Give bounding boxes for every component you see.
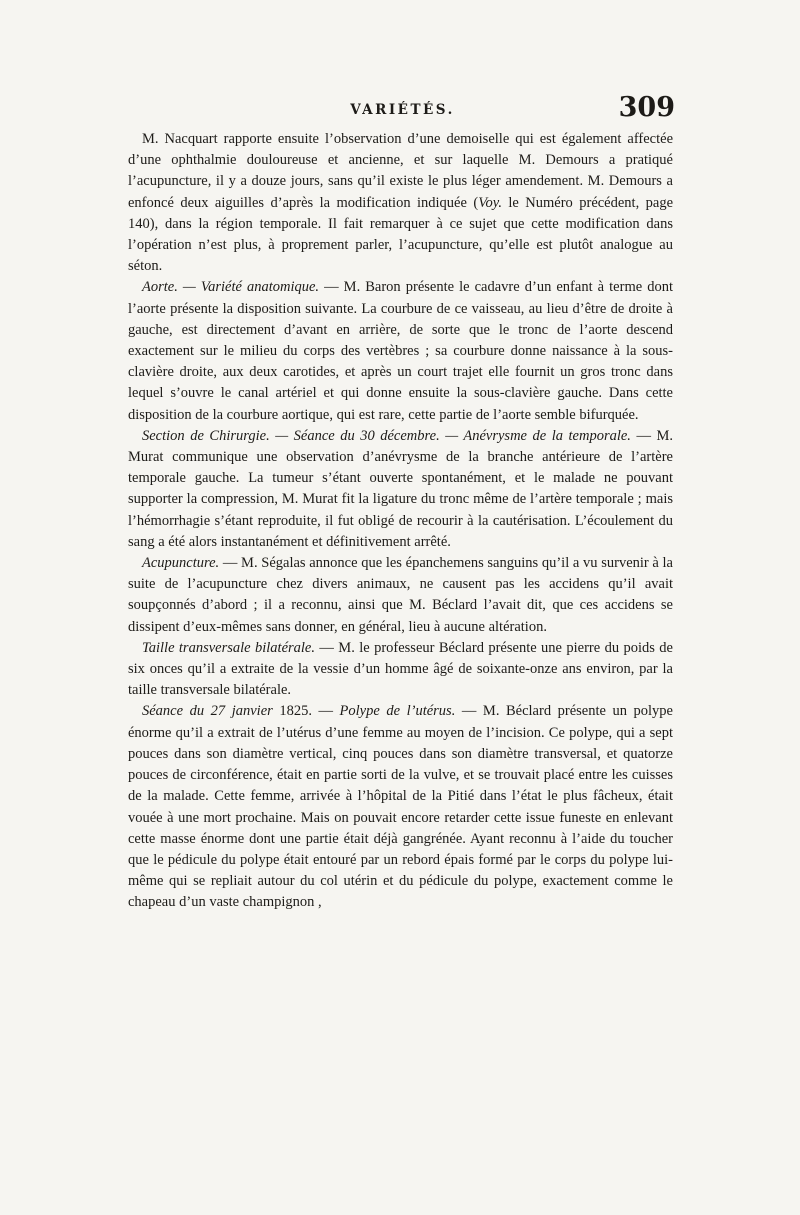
body-text	[128, 129, 673, 914]
italic-run: Acupuncture.	[142, 555, 220, 572]
paragraph-acupuncture	[128, 553, 673, 638]
text-run: — M. le professeur Béclard présente une pierre du poids de six onces qu’il a extraite de la vessie d’un homme âgé de soixante-onze ans environ, par la taille transversale bilatérale.	[128, 639, 673, 699]
italic-run: Aorte. — Variété anatomique.	[142, 279, 320, 296]
paragraph-nacquart	[128, 129, 673, 277]
paragraph-polype	[128, 701, 673, 913]
italic-run: Polype de l’utérus.	[339, 703, 456, 720]
text-run: 1825. —	[272, 703, 340, 720]
paragraph-anevrysme	[128, 426, 673, 553]
italic-run: Voy.	[478, 194, 502, 211]
text-run: — M. Béclard présente un polype énorme qu’il a extrait de l’utérus d’une femme au moyen de l’incision. Ce polype, qui a sept pouces dans son diamètre vertical, cinq pouces dans son diamètre transversal, et quatorze pouces de circonférence, était en partie sorti de la vulve, et se trouvait placé entre les cuisses de la malade. Cette femme, arrivée à l’hôpital de la Pitié dans l’état le plus fâcheux, était vouée à une mort prochaine. Mais on pouvait encore retarder cette issue funeste en enlevant cette masse énorme dont une partie était déjà gangrénée. Ayant reconnu à l’aide du toucher que le pédicule du polype était entouré par un rebord épais formé par le corps du polype lui-même qui se repliait autour du col utérin et du pédicule du polype, exactement comme le chapeau d’un vaste champignon ,	[128, 703, 673, 911]
paragraph-aorte	[128, 277, 673, 425]
running-head: VARIÉTÉS.	[350, 102, 455, 118]
page-header	[130, 92, 675, 128]
italic-run: Taille transversale bilatérale.	[142, 639, 315, 656]
page-number: 309	[618, 92, 675, 123]
paragraph-taille	[128, 638, 673, 702]
text-run: — M. Baron présente le cadavre d’un enfant à terme dont l’aorte présente la disposition suivante. La courbure de ce vaisseau, au lieu d’être de droite à gauche, est directement d’avant en arrière, de sorte que le tronc de l’aorte descend exactement sur le milieu du corps des vertèbres ; sa courbure donne naissance à la sous-clavière droite, aux deux carotides, et après un court trajet elle fournit un gros tronc dans lequel s’ouvre le canal artériel et qui donne ensuite la sous-clavière gauche. Dans cette disposition de la courbure aortique, qui est rare, cette partie de l’aorte semble bifurquée.	[128, 279, 673, 423]
text-run: — M. Murat communique une observation d’anévrysme de la branche antérieure de l’artère temporale gauche. La tumeur s’étant ouverte spontanément, et le malade ne pouvant supporter la compression, M. Murat fit la ligature du tronc même de l’artère temporale ; mais l’hémorrhagie s’étant reproduite, il fut obligé de recourir à la cautérisation. L’écoulement du sang a été alors instantanément et définitivement arrêté.	[128, 427, 673, 550]
italic-run: Séance du 27 janvier	[142, 703, 273, 720]
text-run: — M. Ségalas annonce que les épanchemens sanguins qu’il a vu survenir à la suite de l’acupuncture chez divers animaux, ne causent pas les accidens qu’il avait soupçonnés d’abord ; il a reconnu, ainsi que M. Béclard l’avait dit, que ces accidens se dissipent d’eux-mêmes sans donner, en général, lieu à aucune altération.	[128, 555, 673, 635]
italic-run: Section de Chirurgie. — Séance du 30 décembre. — Anévrysme de la temporale.	[142, 427, 631, 444]
text-run: le Numéro précédent, page 140), dans la région temporale. Il fait remarquer à ce sujet que cette modification dans l’opération n’est plus, à proprement parler, l’acupuncture, qu’elle est plutôt analogue au séton.	[128, 194, 674, 275]
text-run: M. Nacquart rapporte ensuite l’observation d’une demoiselle qui est également affectée d’une ophthalmie douloureuse et ancienne, et sur laquelle M. Demours a pratiqué l’acupuncture, il y a douze jours, sans qu’il existe le plus léger amendement. M. Demours a enfoncé deux aiguilles d’après la modification indiquée (	[128, 131, 673, 211]
